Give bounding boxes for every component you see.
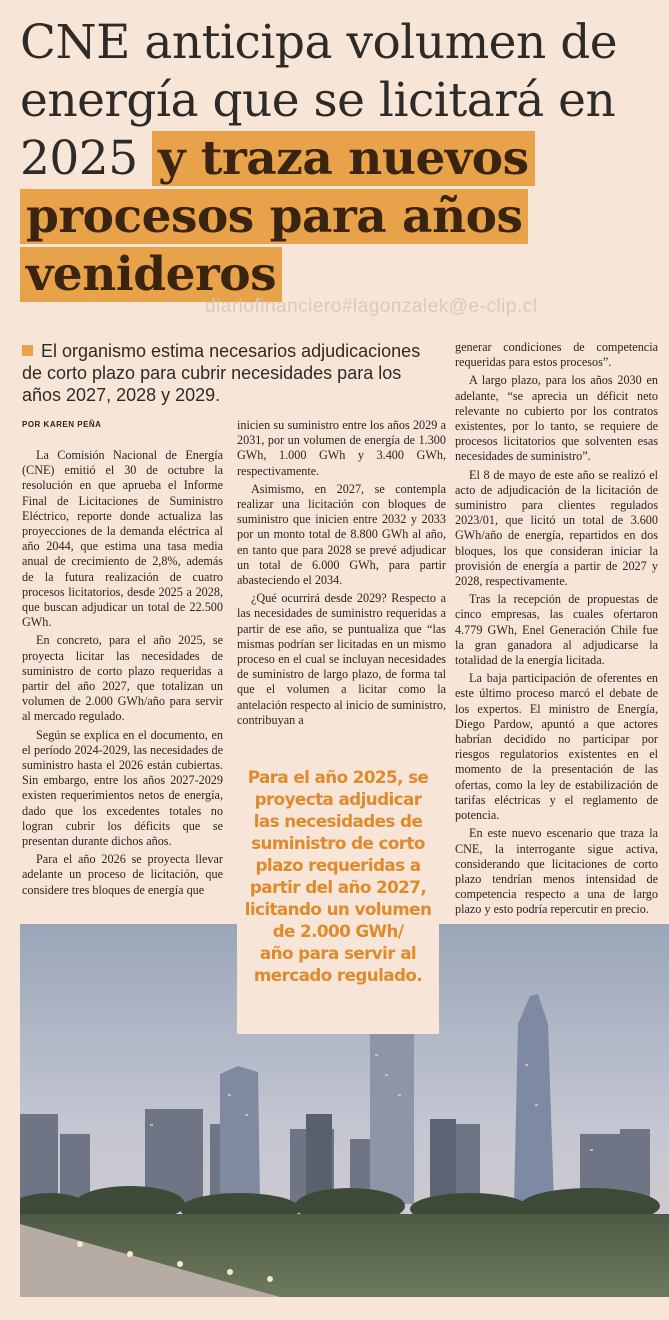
pull-quote-line: licitando un volumen (244, 899, 432, 919)
article-column-2 (237, 418, 446, 731)
paragraph: generar condiciones de competencia requeridas para estos procesos”. (455, 340, 658, 370)
paragraph: ¿Qué ocurrirá desde 2029? Respecto a las necesidades de suministro requeridas a partir de ese año, se puntualiza que “las mismas podrían ser licitadas en un mismo proceso en el cual se incluyan necesidades de suministro de largo plazo, de forma tal que el volumen a licitar como la antelación respecto al inicio de suministro, contribuyan a (237, 591, 446, 727)
pull-quote (237, 756, 439, 1034)
deck-bullet-icon (22, 345, 33, 356)
pull-quote-line: año para servir al (259, 943, 417, 963)
pull-quote-line: mercado regulado. (253, 965, 423, 985)
headline-plain: CNE anticipa volumen de energía que se licitará en 2025 (20, 15, 618, 186)
paragraph: A largo plazo, para los años 2030 en adelante, “se aprecia un déficit neto relevante no cubierto por los contratos existentes, por lo tanto, se requiere de procesos licitatorios que solventen esas necesidades de suministro”. (455, 373, 658, 464)
paragraph: Asimismo, en 2027, se contempla realizar una licitación con bloques de suministro que inicien entre 2032 y 2033 por un monto total de 8.800 GWh al año, en tanto que para 2028 se prevé adjudicar un total de 6.000 GWh, para partir abasteciendo el 2034. (237, 481, 446, 588)
pull-quote-line: proyecta adjudicar (254, 789, 422, 809)
deck (22, 340, 432, 406)
headline (20, 14, 660, 304)
paragraph: La baja participación de oferentes en este último proceso marcó el debate de los expertos. El ministro de Energía, Diego Pardow, apuntó a que actores habrían decidido no participar por riesgos regulatorios existentes en el momento de la presentación de las ofertas, como la ley de estabilización de tarifas eléctricas y el reglamento de potencia. (455, 671, 658, 823)
byline: POR KAREN PEÑA (22, 420, 102, 429)
paragraph: La Comisión Nacional de Energía (CNE) emitió el 30 de octubre la resolución en que aprueba el Informe Final de Licitaciones de Suministro Eléctrico, reporte donde actualiza las proyecciones de la demanda eléctrica al año 2044, que estima una tasa media anual de crecimiento de 2,8%, además de la futura realización de cuatro procesos licitatorios, desde 2025 a 2028, que buscan adjudicar un total de 22.500 GWh. (22, 448, 223, 630)
deck-text: El organismo estima necesarios adjudicaciones de corto plazo para cubrir necesidades para los años 2027, 2028 y 2029. (22, 341, 421, 405)
pull-quote-line: suministro de corto (251, 833, 425, 853)
article-column-3 (455, 340, 658, 921)
headline-highlight: y traza nuevos procesos para años venideros (20, 131, 535, 302)
pull-quote-line: Para el año 2025, se (247, 767, 429, 787)
pull-quote-line: las necesidades de (253, 811, 423, 831)
watermark: diariofinanciero#lagonzalek@e-clip.cl (205, 296, 538, 317)
paragraph: inicien su suministro entre los años 2029 a 2031, por un volumen de energía de 1.300 GWh, 1.000 GWh y 3.400 GWh, respectivamente. (237, 418, 446, 478)
paragraph: En concreto, para el año 2025, se proyecta licitar las necesidades de suministro de corto plazo requeridas a partir del año 2027, que totalizan un volumen de 2.000 GWh/año para servir al mercado regulado. (22, 633, 223, 724)
pull-quote-line: partir del año 2027, (249, 877, 427, 897)
paragraph: Tras la recepción de propuestas de cinco empresas, las cuales ofertaron 4.779 GWh, Enel Generación Chile fue la gran ganadora al adjudicarse la totalidad de la energía licitada. (455, 592, 658, 668)
pull-quote-line: de 2.000 GWh/ (272, 921, 404, 941)
paragraph: Según se explica en el documento, en el período 2024-2029, las necesidades de suministro hasta el 2026 están cubiertas. Sin embargo, entre los años 2027-2029 existen requerimientos netos de energía, dado que los excedentes totales no logran cubrir los déficits que se presentan durante dichos años. (22, 727, 223, 849)
pull-quote-line: plazo requeridas a (255, 855, 421, 875)
article-column-1 (22, 448, 223, 901)
paragraph: Para el año 2026 se proyecta llevar adelante un proceso de licitación, que considere tres bloques de energía que (22, 852, 223, 897)
paragraph: El 8 de mayo de este año se realizó el acto de adjudicación de la licitación de suministro para clientes regulados 2023/01, que licitó un total de 3.600 GWh/año de energía, repartidos en dos bloques, los que consideran iniciar la provisión de energía a partir de 2027 y 2028, respectivamente. (455, 467, 658, 589)
paragraph: En este nuevo escenario que traza la CNE, la interrogante sigue activa, considerando que licitaciones de corto plazo tendrían menos intensidad de competencia respecto a una de largo plazo y esto podría repercutir en precio. (455, 826, 658, 917)
